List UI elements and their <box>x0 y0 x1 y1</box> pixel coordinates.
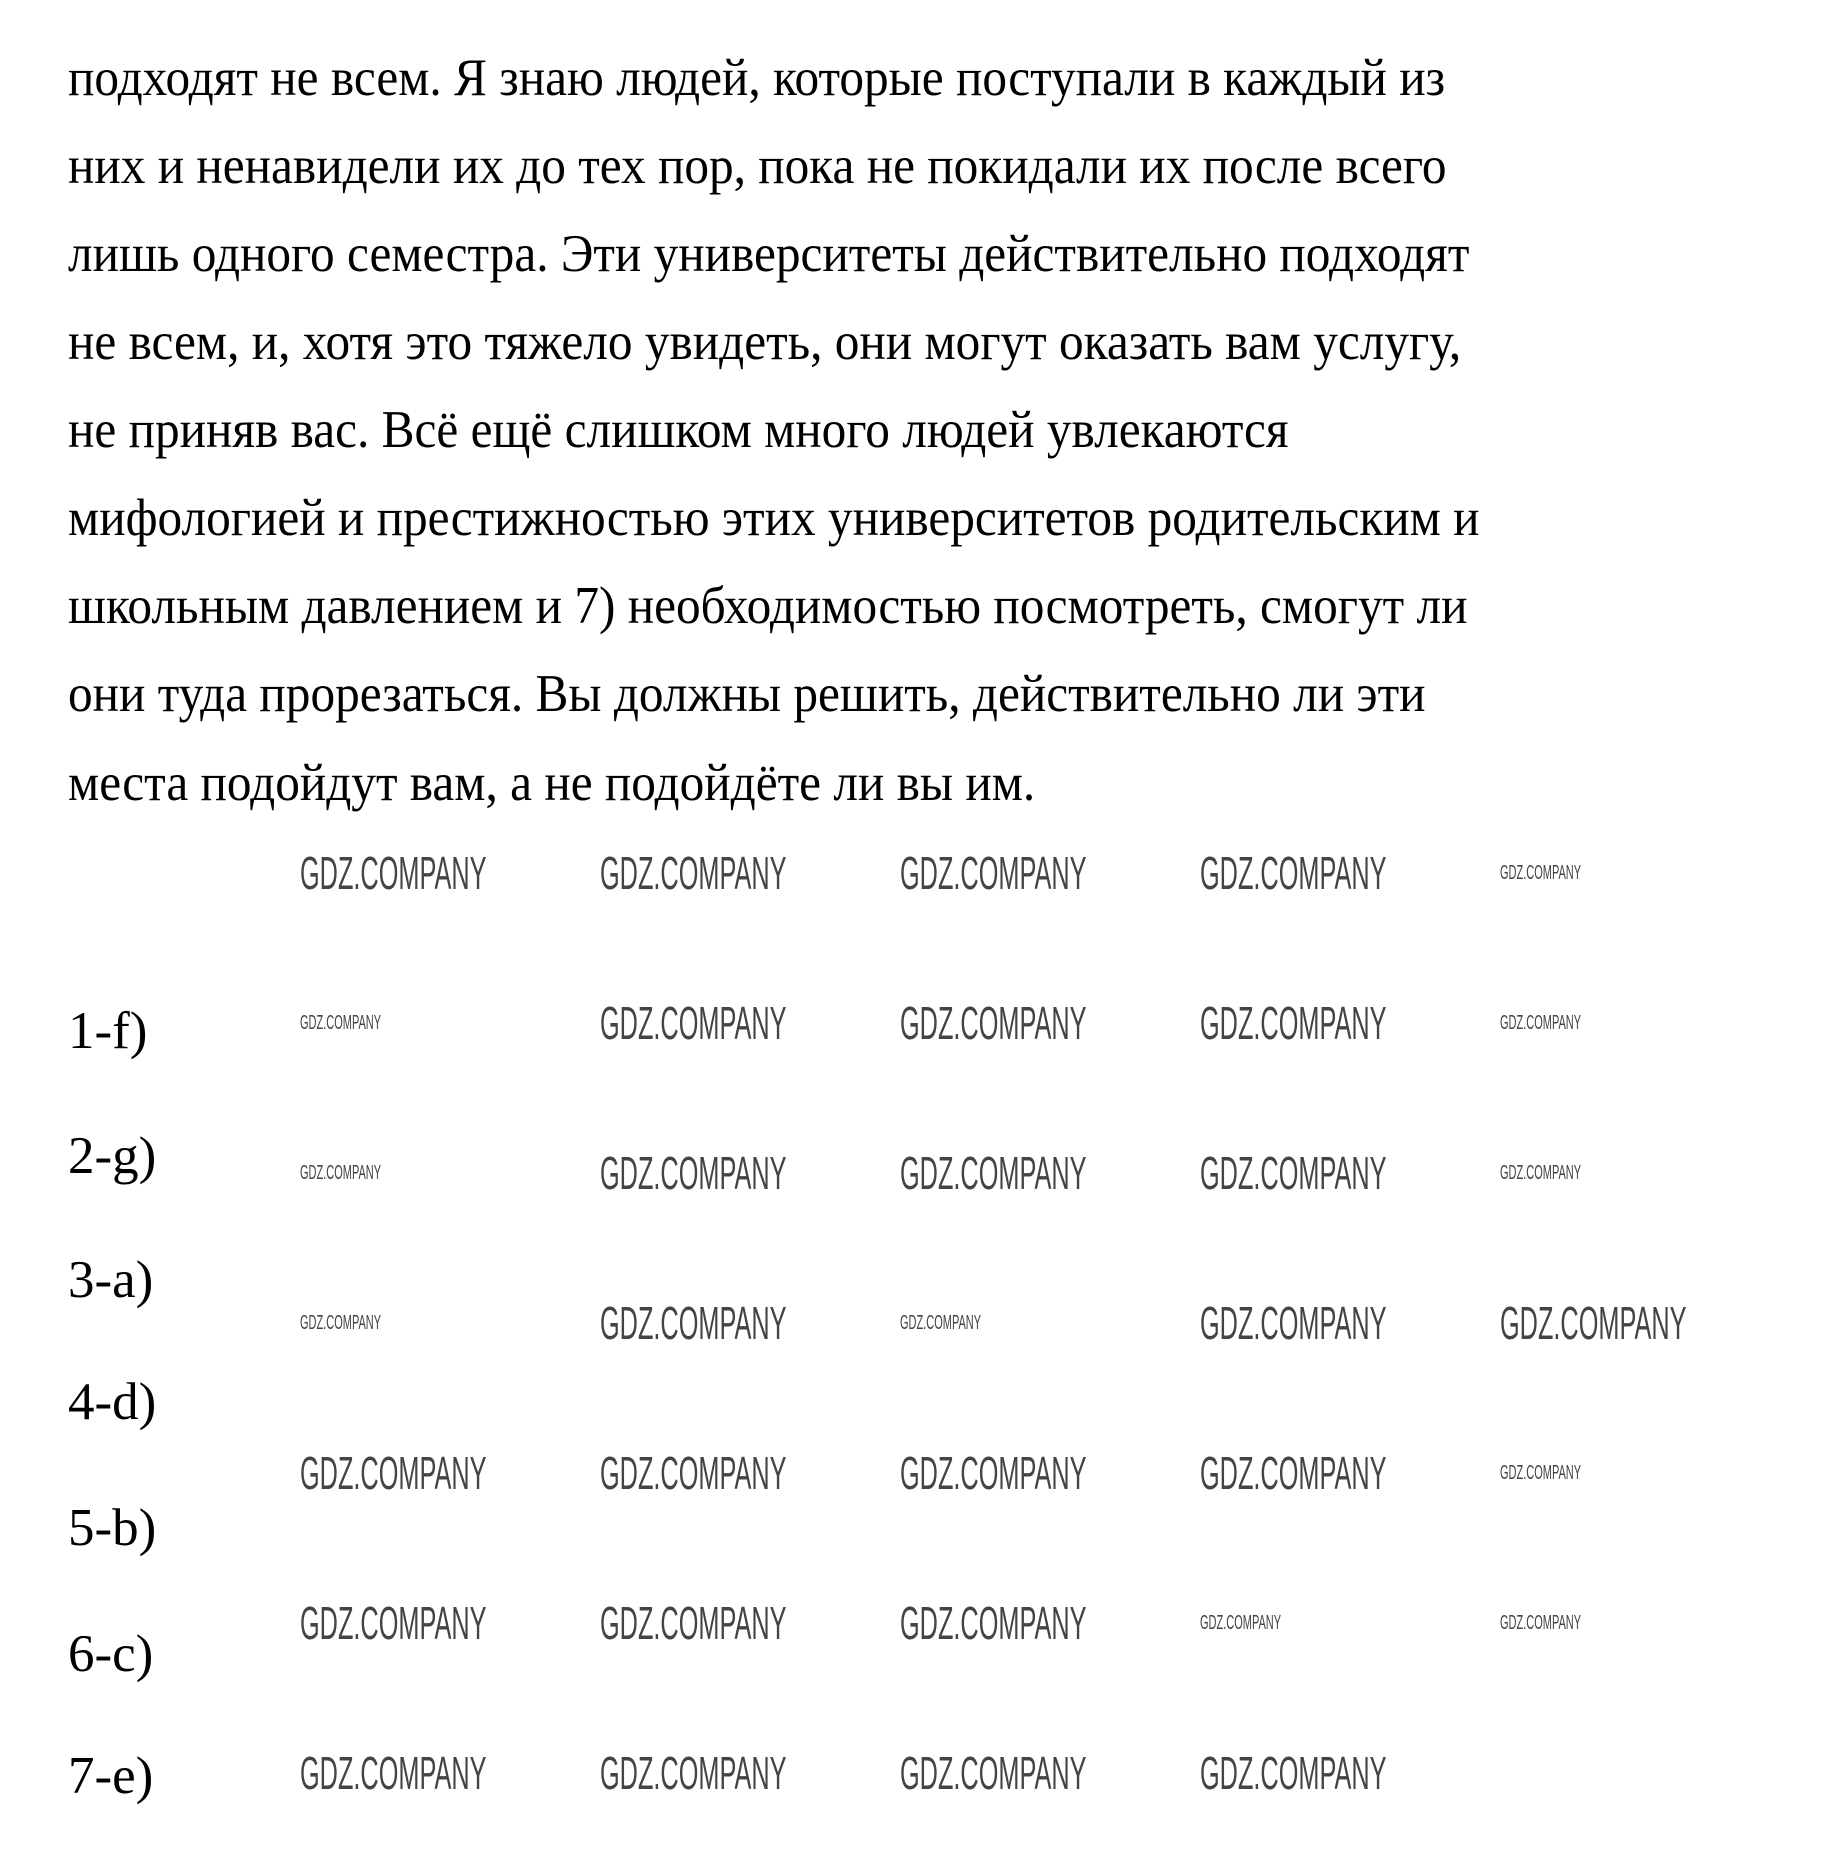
paragraph-line: мифологией и престижностью этих университетов родительским и <box>68 489 1480 547</box>
answer-item: 4-d) <box>68 1373 157 1431</box>
watermark: GDZ.COMPANY <box>600 997 787 1049</box>
watermark: GDZ.COMPANY <box>1500 1012 1582 1034</box>
watermark: GDZ.COMPANY <box>300 1312 382 1334</box>
watermark: GDZ.COMPANY <box>900 997 1087 1049</box>
watermark: GDZ.COMPANY <box>600 1747 787 1799</box>
watermark: GDZ.COMPANY <box>900 1447 1087 1499</box>
watermark: GDZ.COMPANY <box>300 847 487 899</box>
watermark: GDZ.COMPANY <box>1500 1162 1582 1184</box>
answer-item: 3-a) <box>68 1251 154 1309</box>
watermark: GDZ.COMPANY <box>600 847 787 899</box>
answer-item: 2-g) <box>68 1127 157 1185</box>
watermark: GDZ.COMPANY <box>300 1012 382 1034</box>
watermark: GDZ.COMPANY <box>300 1597 487 1649</box>
watermark: GDZ.COMPANY <box>1500 1612 1582 1634</box>
watermark: GDZ.COMPANY <box>900 1312 982 1334</box>
watermark: GDZ.COMPANY <box>300 1747 487 1799</box>
watermark: GDZ.COMPANY <box>1200 1447 1387 1499</box>
watermark: GDZ.COMPANY <box>1500 1462 1582 1484</box>
watermark: GDZ.COMPANY <box>600 1447 787 1499</box>
watermark: GDZ.COMPANY <box>1200 1747 1387 1799</box>
watermark: GDZ.COMPANY <box>600 1597 787 1649</box>
watermark: GDZ.COMPANY <box>900 1147 1087 1199</box>
watermark: GDZ.COMPANY <box>900 1747 1087 1799</box>
answer-item: 5-b) <box>68 1499 157 1557</box>
watermark: GDZ.COMPANY <box>1200 1297 1387 1349</box>
watermark: GDZ.COMPANY <box>1200 1612 1282 1634</box>
answer-item: 7-e) <box>68 1747 154 1805</box>
watermark: GDZ.COMPANY <box>1200 1147 1387 1199</box>
paragraph-line: подходят не всем. Я знаю людей, которые поступали в каждый из <box>68 49 1446 107</box>
watermark: GDZ.COMPANY <box>300 1162 382 1184</box>
paragraph-line: они туда прорезаться. Вы должны решить, действительно ли эти <box>68 665 1426 723</box>
paragraph-line: лишь одного семестра. Эти университеты действительно подходят <box>68 225 1470 283</box>
paragraph-line: них и ненавидели их до тех пор, пока не покидали их после всего <box>68 137 1447 195</box>
answer-item: 6-c) <box>68 1625 154 1683</box>
paragraph-line: не всем, и, хотя это тяжело увидеть, они могут оказать вам услугу, <box>68 313 1462 371</box>
watermark: GDZ.COMPANY <box>900 1597 1087 1649</box>
paragraph-line: места подойдут вам, а не подойдёте ли вы им. <box>68 754 1036 812</box>
paragraph-line: школьным давлением и 7) необходимостью посмотреть, смогут ли <box>68 577 1468 635</box>
watermark: GDZ.COMPANY <box>600 1147 787 1199</box>
watermark: GDZ.COMPANY <box>600 1297 787 1349</box>
watermark: GDZ.COMPANY <box>1500 1297 1687 1349</box>
answer-item: 1-f) <box>68 1002 148 1060</box>
watermark: GDZ.COMPANY <box>1200 997 1387 1049</box>
watermark: GDZ.COMPANY <box>300 1447 487 1499</box>
watermark: GDZ.COMPANY <box>1200 847 1387 899</box>
watermark: GDZ.COMPANY <box>1500 862 1582 884</box>
paragraph-line: не приняв вас. Всё ещё слишком много людей увлекаются <box>68 401 1289 459</box>
watermark: GDZ.COMPANY <box>900 847 1087 899</box>
